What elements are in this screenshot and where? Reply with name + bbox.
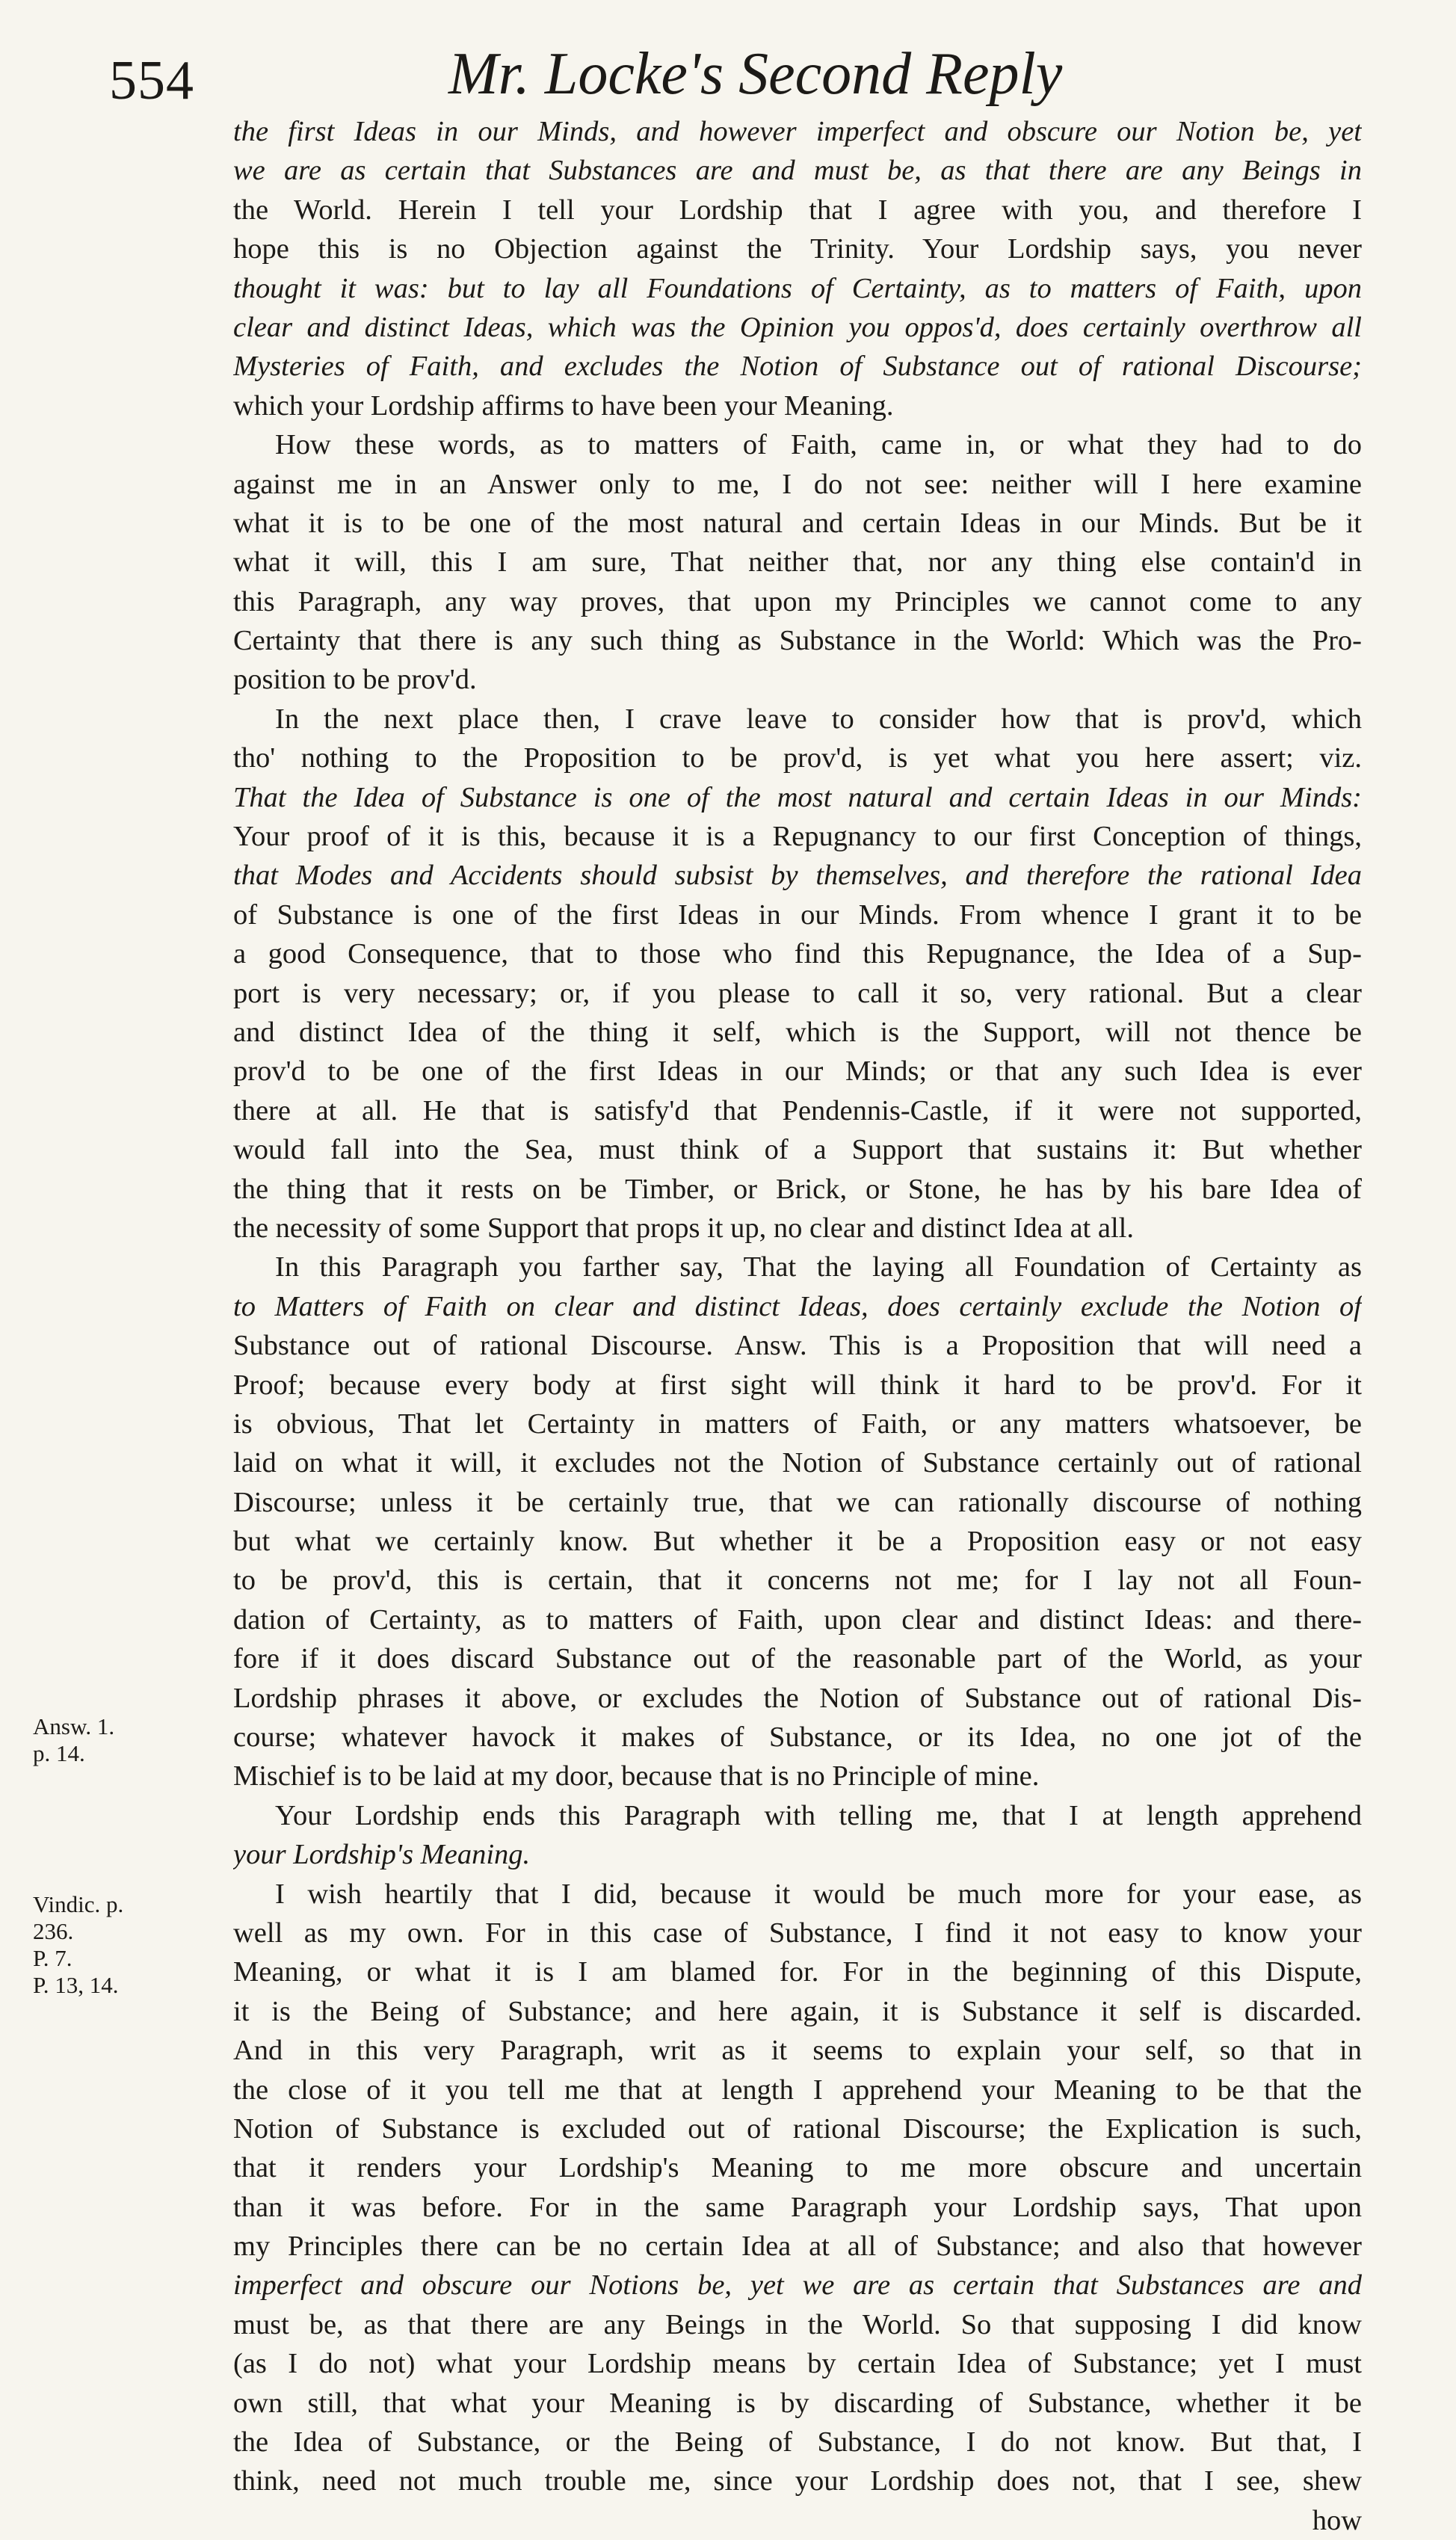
text-line: own still, that what your Meaning is by discarding of Substance, whether it be: [233, 2387, 1362, 2419]
text-line: How these words, as to matters of Faith, came in, or what they had to do: [275, 429, 1362, 461]
text-line: of Substance is one of the first Ideas in our Minds. From whence I grant it to be: [233, 898, 1362, 931]
text-line: this Paragraph, any way proves, that upon my Principles we cannot come to any: [233, 585, 1362, 617]
text-line: Proof; because every body at first sight will think it hard to be prov'd. For it: [233, 1369, 1362, 1401]
text-line: fore if it does discard Substance out of the reasonable part of the World, as your: [233, 1643, 1362, 1675]
text-line: dation of Certainty, as to matters of Faith, upon clear and distinct Ideas: and there-: [233, 1603, 1362, 1636]
margin-note-vindication: [33, 1891, 205, 1999]
text-line: In the next place then, I crave leave to consider how that is prov'd, which: [275, 703, 1362, 735]
text-line: In this Paragraph you farther say, That the laying all Foundation of Certainty as: [275, 1251, 1362, 1283]
text-line: to Matters of Faith on clear and distinct Ideas, does certainly exclude the Notion of: [233, 1290, 1362, 1322]
text-line: but what we certainly know. But whether it be a Proposition easy or not easy: [233, 1526, 1362, 1558]
text-line: Lordship phrases it above, or excludes the Notion of Substance out of rational Dis-: [233, 1682, 1362, 1714]
text-line: to be prov'd, this is certain, that it concerns not me; for I lay not all Foun-: [233, 1565, 1362, 1597]
text-line: than it was before. For in the same Paragraph your Lordship says, That upon: [233, 2191, 1362, 2223]
text-line: tho' nothing to the Proposition to be prov'd, is yet what you here assert; viz.: [233, 742, 1362, 774]
text-line: would fall into the Sea, must think of a Support that sustains it: But whether: [233, 1134, 1362, 1166]
text-line: imperfect and obscure our Notions be, yet we are as certain that Substances are and: [233, 2269, 1362, 2302]
text-line: well as my own. For in this case of Substance, I find it not easy to know your: [233, 1917, 1362, 1949]
text-line: hope this is no Objection against the Trinity. Your Lordship says, you never: [233, 233, 1362, 265]
text-line: Meaning, or what it is I am blamed for. For in the beginning of this Dispute,: [233, 1956, 1362, 1988]
text-line: Your proof of it is this, because it is a Repugnancy to our first Conception of things,: [233, 821, 1362, 853]
margin-note-line: p. 14.: [33, 1740, 85, 1766]
margin-note-line: P. 7.: [33, 1945, 73, 1971]
text-line: I wish heartily that I did, because it would be much more for your ease, as: [275, 1878, 1362, 1910]
text-line: it is the Being of Substance; and here again, it is Substance it self is discarded.: [233, 1995, 1362, 2027]
text-line: that it renders your Lordship's Meaning to me more obscure and uncertain: [233, 2152, 1362, 2184]
text-line: clear and distinct Ideas, which was the Opinion you oppos'd, does certainly overthrow all: [233, 311, 1362, 343]
text-line: prov'd to be one of the first Ideas in our Minds; or that any such Idea is ever: [233, 1055, 1362, 1088]
text-line: how: [1312, 2504, 1362, 2536]
text-line: your Lordship's Meaning.: [233, 1839, 531, 1871]
text-line: there at all. He that is satisfy'd that Pendennis-Castle, if it were not supported,: [233, 1094, 1362, 1126]
body-text: [233, 112, 1362, 2540]
text-line: (as I do not) what your Lordship means by certain Idea of Substance; yet I must: [233, 2348, 1362, 2380]
text-line: the close of it you tell me that at length I apprehend your Meaning to be that the: [233, 2074, 1362, 2106]
text-line: Notion of Substance is excluded out of rational Discourse; the Explication is such,: [233, 2112, 1362, 2145]
text-line: course; whatever havock it makes of Substance, or its Idea, no one jot of the: [233, 1721, 1362, 1754]
page-number: 554: [109, 50, 194, 111]
text-line: the World. Herein I tell your Lordship that I agree with you, and therefore I: [233, 194, 1362, 226]
text-line: Your Lordship ends this Paragraph with telling me, that I at length apprehend: [275, 1799, 1362, 1831]
text-line: the necessity of some Support that props it up, no clear and distinct Idea at all.: [233, 1212, 1134, 1244]
margin-note-line: Vindic. p.: [33, 1891, 124, 1917]
running-head: Mr. Locke's Second Reply: [448, 41, 1063, 107]
text-line: Substance out of rational Discourse. Answ. This is a Proposition that will need a: [233, 1330, 1362, 1362]
text-line: thought it was: but to lay all Foundations of Certainty, as to matters of Faith, upon: [233, 272, 1362, 304]
text-line: Certainty that there is any such thing as Substance in the World: Which was the Pro-: [233, 625, 1362, 657]
text-line: what it will, this I am sure, That neither that, nor any thing else contain'd in: [233, 546, 1362, 579]
margin-note-line: Answ. 1.: [33, 1713, 115, 1739]
text-line: must be, as that there are any Beings in the World. So that supposing I did know: [233, 2308, 1362, 2340]
text-line: is obvious, That let Certainty in matters of Faith, or any matters whatsoever, be: [233, 1408, 1362, 1440]
text-line: That the Idea of Substance is one of the most natural and certain Ideas in our Minds:: [233, 781, 1362, 813]
text-line: Mysteries of Faith, and excludes the Notion of Substance out of rational Discourse;: [233, 351, 1362, 383]
text-line: we are as certain that Substances are and must be, as that there are any Beings in: [233, 155, 1362, 187]
text-line: port is very necessary; or, if you please to call it so, very rational. But a clear: [233, 977, 1362, 1009]
margin-note-answer: [33, 1713, 205, 1767]
text-line: And in this very Paragraph, writ as it seems to explain your self, so that in: [233, 2035, 1362, 2067]
text-line: think, need not much trouble me, since your Lordship does not, that I see, shew: [233, 2465, 1362, 2497]
text-line: against me in an Answer only to me, I do not see: neither will I here examine: [233, 468, 1362, 500]
text-line: my Principles there can be no certain Idea at all of Substance; and also that however: [233, 2231, 1362, 2263]
text-line: a good Consequence, that to those who find this Repugnance, the Idea of a Sup-: [233, 938, 1362, 970]
text-line: which your Lordship affirms to have been your Meaning.: [233, 389, 894, 422]
text-line: the thing that it rests on be Timber, or Brick, or Stone, he has by his bare Idea of: [233, 1173, 1362, 1205]
text-line: the first Ideas in our Minds, and however imperfect and obscure our Notion be, yet: [233, 116, 1362, 147]
margin-note-line: 236.: [33, 1918, 74, 1944]
text-line: the Idea of Substance, or the Being of Substance, I do not know. But that, I: [233, 2426, 1362, 2459]
text-line: Mischief is to be laid at my door, because that is no Principle of mine.: [233, 1760, 1040, 1793]
text-line: Discourse; unless it be certainly true, that we can rationally discourse of nothing: [233, 1486, 1362, 1518]
text-line: and distinct Idea of the thing it self, which is the Support, will not thence be: [233, 1016, 1362, 1048]
text-line: what it is to be one of the most natural and certain Ideas in our Minds. But be it: [233, 507, 1362, 539]
margin-note-line: P. 13, 14.: [33, 1972, 119, 1998]
text-line: that Modes and Accidents should subsist by themselves, and therefore the rational Idea: [233, 860, 1362, 892]
text-line: laid on what it will, it excludes not the Notion of Substance certainly out of rational: [233, 1447, 1362, 1479]
text-line: position to be prov'd.: [233, 664, 477, 696]
